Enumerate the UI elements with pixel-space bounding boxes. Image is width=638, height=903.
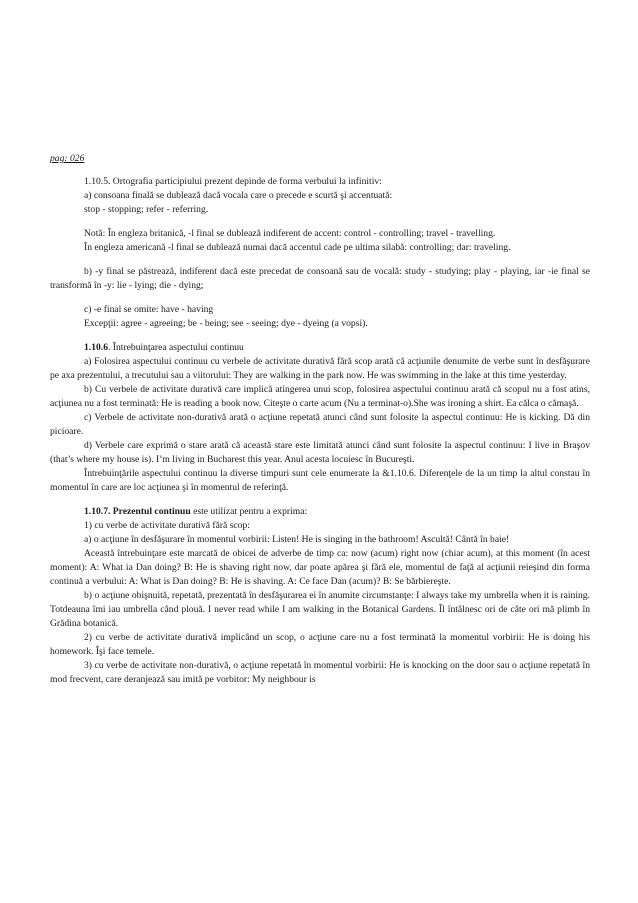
page-number: pag: 026: [50, 153, 85, 164]
continuous-d: d) Verbele care exprimă o stare arată că această stare este limitată atunci când sunt folosite la aspectul continuu: I live in Braşov (that’s where my house is). I’m living in Bucharest this year. Anul acesta locuiesc în Bucureşti.: [50, 440, 590, 465]
continuous-b: b) Cu verbele de activitate durativă care implică atingerea unui scop, folosirea aspectului continuu arată că scopul nu a fost atins, acţiunea nu a fost terminată: He is reading a book now. Citeşte o carte acum (Nu a terminat-o).She was ironing a shirt. Ea călca o cămaşă.: [50, 384, 590, 409]
present-continuous-1: 1) cu verbe de activitate durativă fără scop:: [84, 520, 250, 531]
section-1-10-5-title: 1.10.5. Ortografia participiului prezent depinde de forma verbului la infinitiv:: [84, 176, 382, 187]
continuous-c: c) Verbele de activitate non-durativă arată o acţiune repetată atunci când sunt folosite la aspectul continuu: He is kicking. Dă din picioare.: [50, 412, 590, 437]
present-continuous-2: 2) cu verbe de activitate durativă implicând un scop, o acţiune care nu a fost terminată la momentul vorbirii: He is doing his homework. Îşi face temele.: [50, 632, 590, 657]
present-continuous-3: 3) cu verbe de activitate non-durativă, o acţiune repetată în momentul vorbirii: He is knocking on the door sau o acţiune repetată în mod frecvent, care deranjează sau imită pe vorbitor: My neighbour is: [50, 660, 590, 685]
section-1-10-6-heading: . Întrebuinţarea aspectului continuu: [107, 342, 244, 353]
example-stop: stop - stopping; refer - referring.: [84, 204, 209, 215]
rule-c-exceptions: Excepţii: agree - agreeing; be - being; see - seeing; dye - dyeing (a vopsi).: [84, 318, 368, 329]
section-1-10-7-heading: 1.10.7. Prezentul continuu: [84, 506, 191, 517]
section-1-10-6-title: [50, 341, 590, 355]
continuous-summary: Întrebuinţările aspectului continuu la diverse timpuri sunt cele enumerate la &1.10.6. Diferenţele de la un timp la altul constau în momentul în care are loc acţiunea şi în momentul de referinţă.: [50, 468, 590, 493]
note-british: Notă: În engleza britanică, -l final se dublează indiferent de accent: control - controlling; travel - travelling.: [84, 228, 496, 239]
rule-a-doubling: a) consoana finală se dublează dacă vocala care o precede e scurtă şi accentuată:: [84, 190, 393, 201]
section-1-10-6-number: 1.10.6: [84, 342, 108, 353]
section-1-10-7-intro: este utilizat pentru a exprima:: [190, 506, 308, 517]
note-american: În engleza americană -l final se dublează numai dacă accentul cade pe ultima silabă: controlling; dar: traveling.: [84, 242, 511, 253]
present-continuous-1a: a) o acţiune în desfăşurare în momentul vorbirii: Listen! He is singing in the bathroom! Ascultă! Cântă în baie!: [84, 534, 510, 545]
page-content: [50, 152, 590, 687]
continuous-a: a) Folosirea aspectului continuu cu verbele de activitate durativă fără scop arată că acţiunile denumite de verbe sunt în desfăşurare pe axa prezentului, a trecutului sau a viitorului: They are walking in the park now. He was swimming in the lake at this time yesterday.: [50, 356, 590, 381]
section-1-10-7-title: [50, 505, 590, 519]
rule-c-e-final: c) -e final se omite: have - having: [84, 304, 214, 315]
present-continuous-1b: b) o acţiune obişnuită, repetată, prezentată în desfăşurarea ei în anumite circumstanţe: I always take my umbrella when it is raining. Totdeauna îmi iau umbrella când plouă. I never read while I am walking in the Botanical Gardens. Îl întâlnesc ori de câte ori mă plimb în Grădina botanică.: [50, 590, 590, 629]
rule-b-y-final: b) -y final se păstrează, indiferent dacă este precedat de consoană sau de vocală: study - studying; play - playing, iar -ie final se transformă în -y: lie - lying; die - dying;: [50, 266, 590, 291]
present-continuous-1a-note: Această întrebuinţare este marcată de obicei de adverbe de timp ca: now (acum) right now (chiar acum), at this moment (în acest moment): A: What ia Dan doing? B: He is shaving right now, dar poate apărea şi fără ele, momentul de faţă al acţiunii reieşind din forma continuă a verbului: A: What is Dan doing? B: He is shaving. A: Ce face Dan (acum)? B: Se bărbiereşte.: [50, 548, 590, 587]
